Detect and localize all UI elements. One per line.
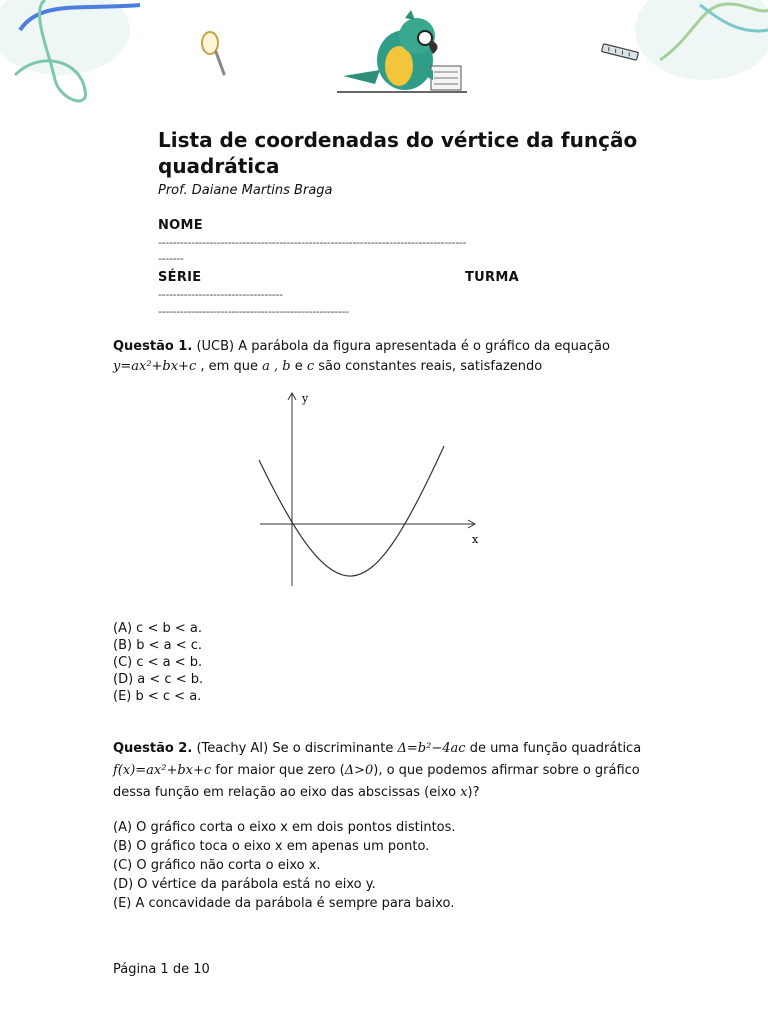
question-1-options <box>113 620 203 705</box>
option-e[interactable]: (E) b < c < a. <box>113 689 202 704</box>
option-b[interactable]: (B) b < a < c. <box>113 638 203 653</box>
option-b[interactable]: (B) O gráfico toca o eixo x em apenas um ponto. <box>113 839 430 854</box>
parrot-mascot-icon <box>335 8 475 96</box>
q2-function: f(x)=ax²+bx+c <box>113 763 212 778</box>
nome-blank-line-cont: ------- <box>158 252 184 265</box>
option-e[interactable]: (E) A concavidade da parábola é sempre para baixo. <box>113 896 455 911</box>
option-a[interactable]: (A) O gráfico corta o eixo x em dois pontos distintos. <box>113 820 456 835</box>
q2-discriminant: Δ=b²−4ac <box>397 741 466 756</box>
question-1-number: Questão 1. <box>113 339 193 354</box>
question-2-number: Questão 2. <box>113 741 193 756</box>
ruler-icon <box>600 42 642 64</box>
parabola-graph <box>252 388 492 588</box>
option-c[interactable]: (C) O gráfico não corta o eixo x. <box>113 858 321 873</box>
nome-blank-line[interactable]: ------------------------------------------------------------------------------------ <box>158 236 467 249</box>
serie-label: SÉRIE <box>158 270 202 285</box>
question-1-text: Questão 1. (UCB) A parábola da figura apresentada é o gráfico da equação y=ax²+bx+c , em que a , b e c são constantes reais, satisfazendo <box>113 339 610 374</box>
option-d[interactable]: (D) a < c < b. <box>113 672 204 687</box>
serie-blank-line[interactable]: ---------------------------------- <box>158 288 283 301</box>
option-a[interactable]: (A) c < b < a. <box>113 621 202 636</box>
parabola-curve <box>259 446 444 576</box>
turma-label: TURMA <box>465 270 519 285</box>
option-c[interactable]: (C) c < a < b. <box>113 655 203 670</box>
page-number: Página 1 de 10 <box>113 962 210 977</box>
question-2-options <box>113 818 456 913</box>
y-axis-label: y <box>302 392 309 405</box>
author-name: Prof. Daiane Martins Braga <box>158 183 333 198</box>
q1-equation: y=ax²+bx+c <box>113 359 197 374</box>
nome-label: NOME <box>158 218 203 233</box>
option-d[interactable]: (D) O vértice da parábola está no eixo y. <box>113 877 376 892</box>
page-title: Lista de coordenadas do vértice da função quadrática <box>158 128 638 178</box>
magnifier-icon <box>198 30 228 78</box>
turma-blank-line[interactable]: ---------------------------------------------------- <box>158 305 349 318</box>
x-axis-label: x <box>472 533 479 546</box>
question-2-text: Questão 2. (Teachy AI) Se o discriminante Δ=b²−4ac de uma função quadrática f(x)=ax²+bx+c for maior que zero (Δ>0), o que podemos afirmar sobre o gráfico dessa função em relação ao eixo das abscissas (eixo x)? <box>113 741 642 800</box>
